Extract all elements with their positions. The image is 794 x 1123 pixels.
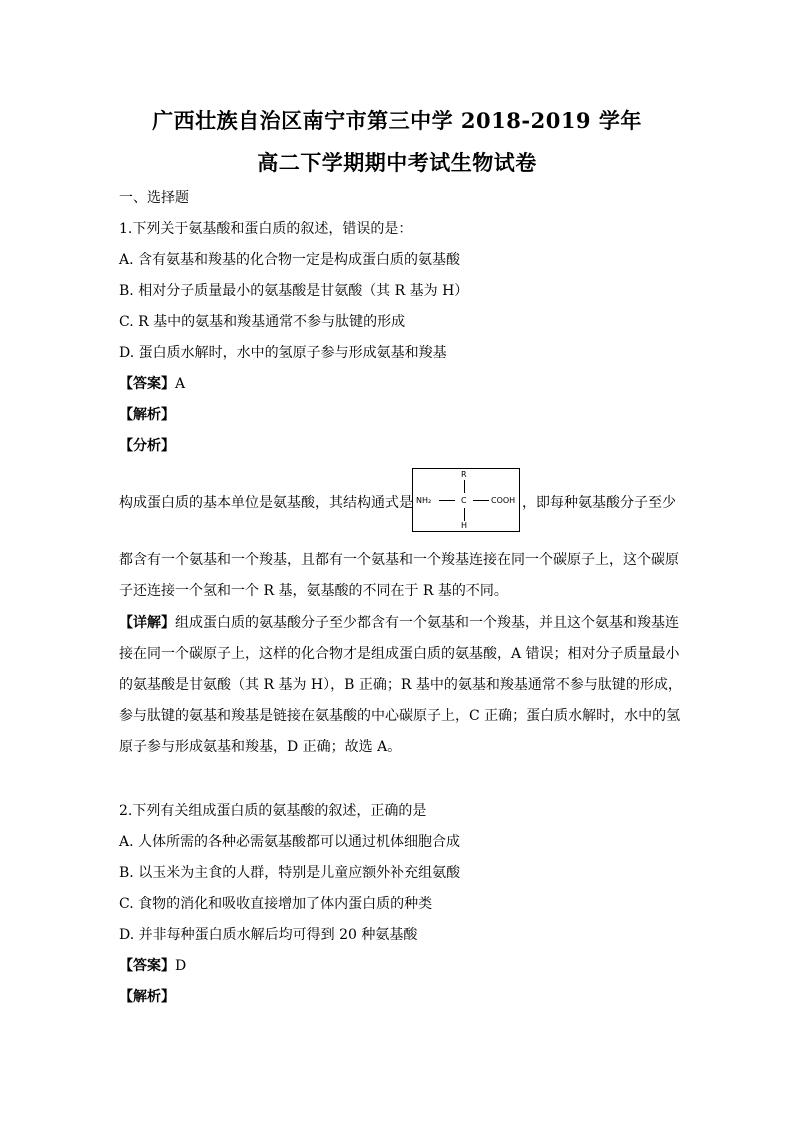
formula-r-group: R bbox=[461, 470, 467, 479]
question-2-option-d: D. 并非每种蛋白质水解后均可得到 20 种氨基酸 bbox=[119, 927, 418, 943]
section-heading: 一、选择题 bbox=[119, 190, 189, 206]
formula-hydrogen: H bbox=[461, 521, 468, 530]
detail-line-5: 原子参与形成氨基和羧基，D 正确；故选 A。 bbox=[119, 739, 402, 755]
document-title-line-1: 广西壮族自治区南宁市第三中学 2018-2019 学年 bbox=[152, 108, 642, 133]
detail-text: 组成蛋白质的氨基酸分子至少都含有一个氨基和一个羧基，并且这个氨基和羧基连 bbox=[175, 615, 679, 631]
answer-value: A bbox=[175, 376, 186, 392]
formula-central-carbon: C bbox=[461, 496, 467, 505]
question-2-option-c: C. 食物的消化和吸收直接增加了体内蛋白质的种类 bbox=[119, 896, 433, 912]
detail-line-4: 参与肽键的氨基和羧基是链接在氨基酸的中心碳原子上，C 正确；蛋白质水解时，水中的氢 bbox=[119, 708, 681, 724]
fenxi-line-1: 都含有一个氨基和一个羧基，且都有一个氨基和一个羧基连接在同一个碳原子上，这个碳原 bbox=[119, 552, 679, 568]
question-2-option-b: B. 以玉米为主食的人群，特别是儿童应额外补充组氨酸 bbox=[119, 865, 461, 881]
fenxi-line-2: 子还连接一个氢和一个 R 基，氨基酸的不同在于 R 基的不同。 bbox=[119, 583, 508, 599]
question-1-option-b: B. 相对分子质量最小的氨基酸是甘氨酸（其 R 基为 H） bbox=[119, 283, 469, 299]
detail-line-2: 接在同一个碳原子上，这样的化合物才是组成蛋白质的氨基酸，A 错误；相对分子质量最小 bbox=[119, 646, 680, 662]
question-1-analysis-tag: 【解析】 bbox=[119, 407, 175, 423]
answer-tag: 【答案】 bbox=[119, 958, 175, 974]
formula-amino-group: NH₂ bbox=[416, 496, 432, 505]
question-2-stem: 2.下列有关组成蛋白质的氨基酸的叙述，正确的是 bbox=[119, 803, 427, 819]
question-1-fenxi-tag: 【分析】 bbox=[119, 438, 175, 454]
detail-first-line bbox=[119, 612, 679, 632]
answer-tag: 【答案】 bbox=[119, 376, 175, 392]
question-2-answer bbox=[119, 955, 186, 975]
document-title-line-2: 高二下学期期中考试生物试卷 bbox=[257, 150, 537, 175]
amino-acid-structural-formula bbox=[412, 468, 520, 532]
fenxi-text-before-formula: 构成蛋白质的基本单位是氨基酸，其结构通式是 bbox=[119, 495, 413, 511]
question-2-option-a: A. 人体所需的各种必需氨基酸都可以通过机体细胞合成 bbox=[119, 834, 461, 850]
question-1-option-a: A. 含有氨基和羧基的化合物一定是构成蛋白质的氨基酸 bbox=[119, 252, 461, 268]
detail-line-3: 的氨基酸是甘氨酸（其 R 基为 H），B 正确；R 基中的氨基和羧基通常不参与肽键的形成， bbox=[119, 677, 682, 693]
question-2-analysis-tag: 【解析】 bbox=[119, 989, 175, 1005]
formula-bond-bottom bbox=[464, 508, 465, 521]
formula-carboxyl-group: COOH bbox=[491, 496, 516, 505]
formula-bond-left bbox=[439, 500, 455, 501]
formula-bond-top bbox=[464, 480, 465, 493]
question-1-option-d: D. 蛋白质水解时，水中的氢原子参与形成氨基和羧基 bbox=[119, 345, 447, 361]
question-1-option-c: C. R 基中的氨基和羧基通常不参与肽键的形成 bbox=[119, 314, 406, 330]
question-1-answer bbox=[119, 373, 185, 393]
question-1-stem: 1.下列关于氨基酸和蛋白质的叙述，错误的是： bbox=[119, 221, 413, 237]
answer-value: D bbox=[175, 958, 187, 974]
fenxi-text-after-formula: ，即每种氨基酸分子至少 bbox=[522, 495, 676, 511]
detail-tag: 【详解】 bbox=[119, 615, 175, 631]
formula-bond-right bbox=[473, 500, 489, 501]
